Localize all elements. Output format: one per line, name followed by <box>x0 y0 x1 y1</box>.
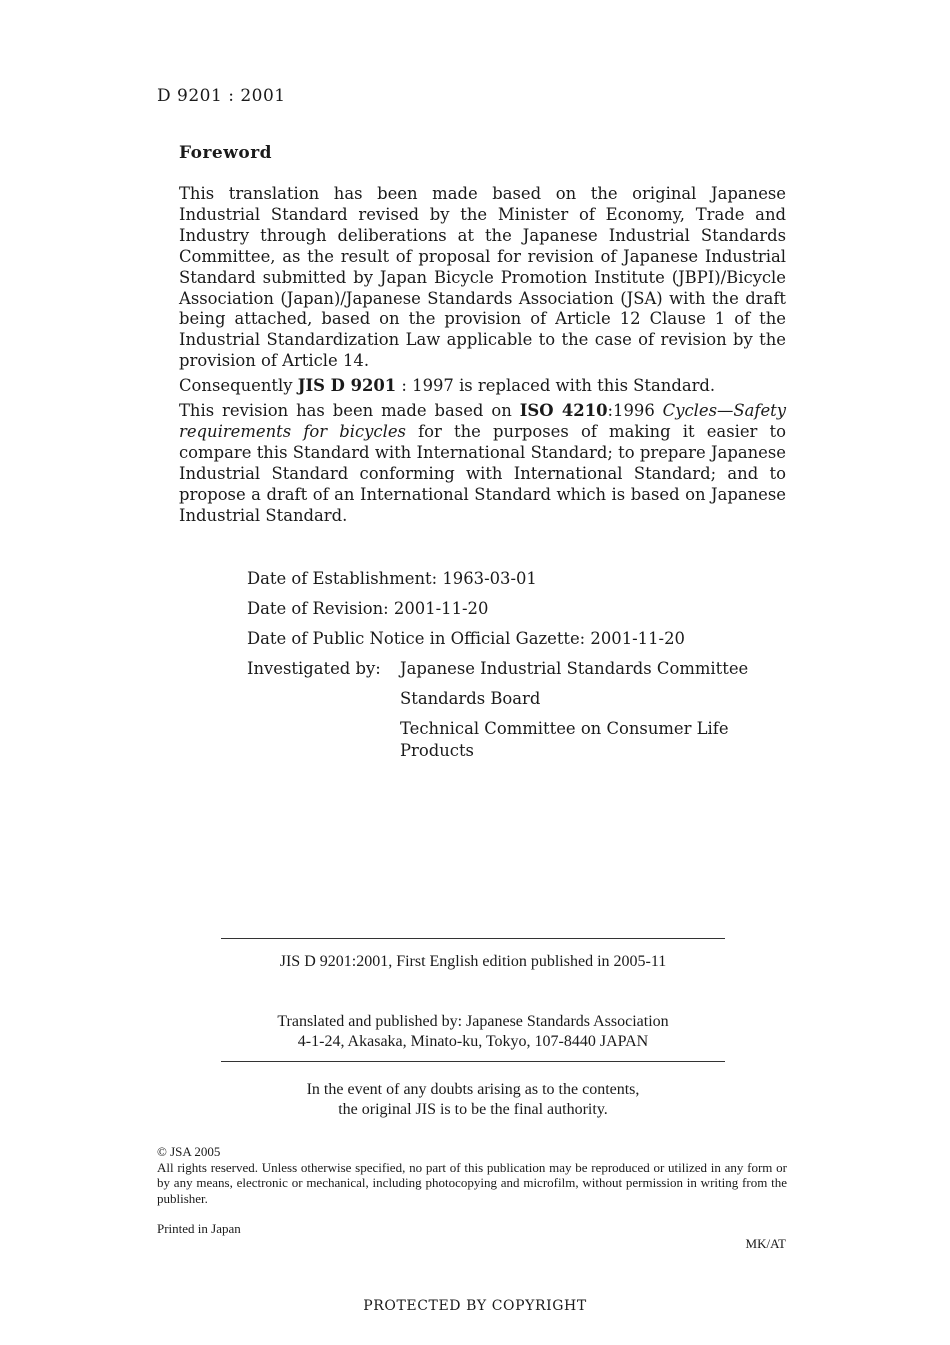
foreword-heading: Foreword <box>179 143 273 163</box>
investigator-committee: Japanese Industrial Standards Committee <box>400 659 749 678</box>
translator-code: MK/AT <box>745 1236 786 1251</box>
document-id: D 9201 : 2001 <box>157 86 286 106</box>
authority-notice-line-1: In the event of any doubts arising as to the contents, <box>306 1081 640 1098</box>
divider-bottom <box>221 1061 725 1062</box>
protected-by-copyright-footer: PROTECTED BY COPYRIGHT <box>363 1298 587 1314</box>
investigated-by-label: Investigated by: <box>247 659 381 678</box>
foreword-paragraph-1: This translation has been made based on the original Japanese Industrial Standard revised by the Minister of Economy, Trade and Industry through deliberations at the Japanese Industrial Standards Committee, as the result of proposal for revision of Japanese Industrial Standard submitted by Japan Bicycle Promotion Institute (JBPI)/Bicycle Association (Japan)/Japanese Standards Association (JSA) with the draft being attached, based on the provision of Article 12 Clause 1 of the Industrial Standardization Law applicable to the case of revision by the provision of Article 14. <box>179 184 786 371</box>
para2-suffix: : 1997 is replaced with this Standard. <box>396 376 716 396</box>
printed-in: Printed in Japan <box>157 1221 241 1236</box>
foreword-paragraph-3 <box>179 401 786 526</box>
authority-notice-line-2: the original JIS is to be the final authority. <box>338 1100 608 1118</box>
iso-standard-ref: ISO 4210 <box>519 401 608 421</box>
date-of-establishment: Date of Establishment: 1963-03-01 <box>247 569 537 588</box>
para3-prefix: This revision has been made based on <box>179 401 520 421</box>
date-of-revision: Date of Revision: 2001-11-20 <box>247 599 489 618</box>
publisher-address: 4-1-24, Akasaka, Minato-ku, Tokyo, 107-8440 JAPAN <box>297 1032 649 1050</box>
iso-standard-title: Cycles—Safety requirements for bicycles <box>179 401 787 441</box>
replaced-standard-ref: JIS D 9201 <box>297 376 397 396</box>
investigator-board: Standards Board <box>400 689 541 708</box>
authority-notice <box>221 1080 725 1119</box>
publisher-line: Translated and published by: Japanese Standards Association <box>277 1013 669 1030</box>
investigator-technical-committee: Technical Committee on Consumer Life Products <box>400 719 729 760</box>
rights-statement: All rights reserved. Unless otherwise specified, no part of this publication may be reproduced or utilized in any form or by any means, electronic or mechanical, including photocopying and microfilm, without permission in writing from the publisher. <box>157 1159 787 1206</box>
foreword-paragraph-2 <box>179 376 786 397</box>
para2-prefix: Consequently <box>179 376 298 396</box>
publisher-block <box>221 1012 725 1051</box>
date-of-public-notice: Date of Public Notice in Official Gazette: 2001-11-20 <box>247 629 685 648</box>
dates-block <box>247 568 760 770</box>
copyright-block <box>157 1144 787 1206</box>
investigated-by-list <box>400 658 760 770</box>
edition-line: JIS D 9201:2001, First English edition published in 2005-11 <box>279 953 667 970</box>
copyright-notice: © JSA 2005 <box>157 1144 221 1159</box>
investigated-by-row <box>247 658 760 770</box>
divider-top <box>221 938 725 939</box>
foreword-body <box>179 184 786 531</box>
iso-year: :1996 <box>607 401 663 421</box>
para3-suffix: for the purposes of making it easier to compare this Standard with International Standard; to prepare Japanese Industrial Standard conforming with International Standard; and to propose a draft of an International Standard which is based on Japanese Industrial Standard. <box>179 421 786 525</box>
